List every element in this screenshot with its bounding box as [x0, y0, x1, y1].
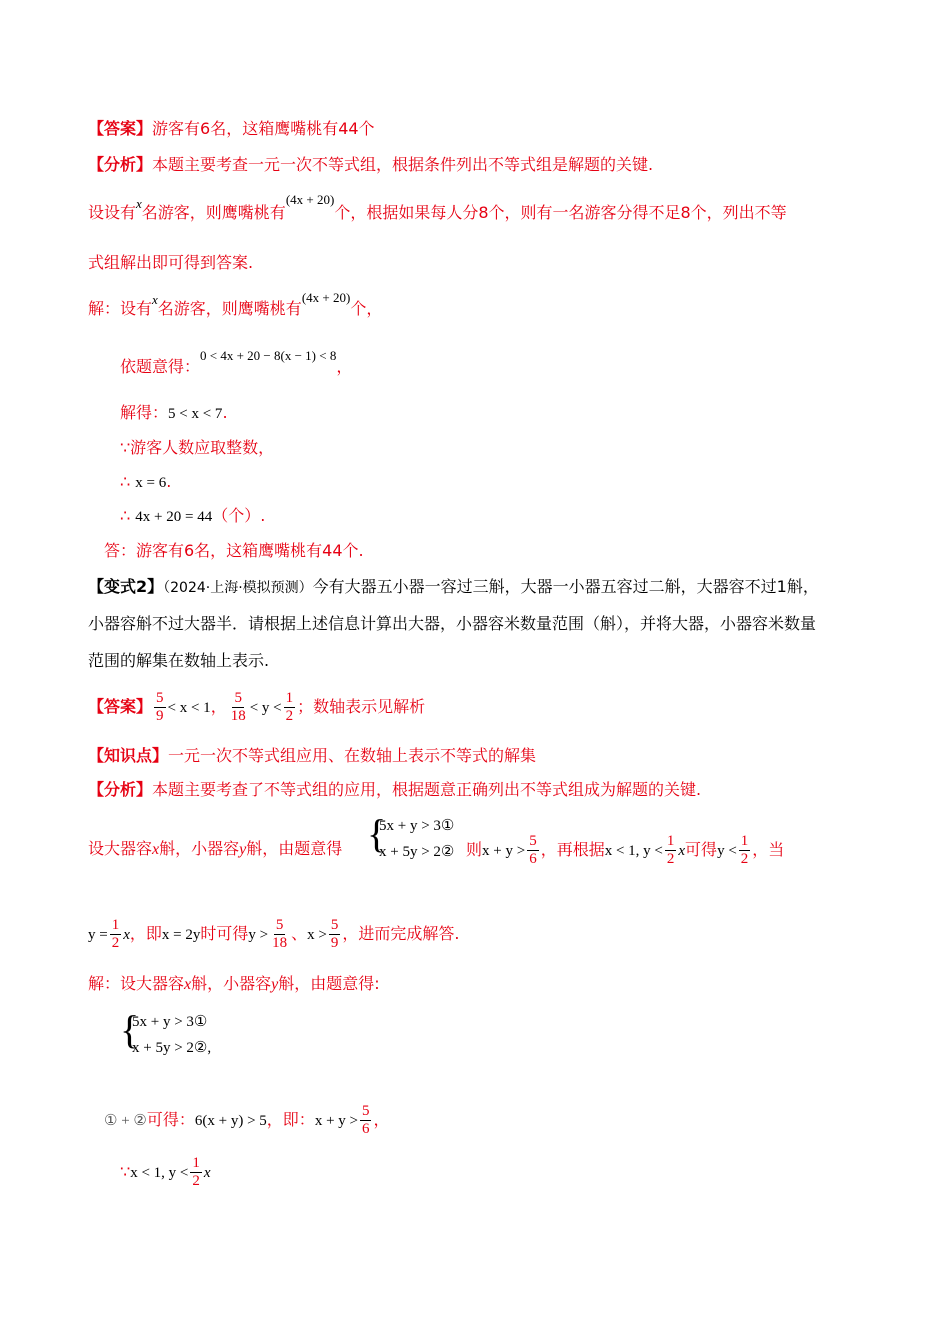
- frac-num: 5: [275, 917, 284, 933]
- knowledge-line: [88, 746, 536, 766]
- sol-text-a: 解：设有: [88, 299, 153, 318]
- let-expr: (4x + 20): [285, 192, 335, 207]
- frac-den: 6: [361, 1121, 370, 1137]
- frac-num: 1: [285, 690, 294, 706]
- s6: 可得: [685, 840, 718, 859]
- condition-text-line: [88, 914, 459, 954]
- frac-den: 2: [666, 851, 675, 867]
- frac-num: 5: [529, 833, 537, 849]
- last-x: x: [203, 1165, 211, 1181]
- because-line: [120, 438, 274, 458]
- let-line-2: [88, 253, 253, 273]
- knowledge-tag: 【知识点】: [88, 746, 169, 765]
- frac-num: 5: [330, 917, 339, 933]
- system-row-1: 5x + y > 3①: [132, 1014, 208, 1030]
- sol2: 斛，小器容: [191, 974, 272, 993]
- final-answer: 答：游客有6名，这箱鹰嘴桃有44个.: [104, 541, 364, 560]
- s5: ，再根据: [540, 840, 605, 859]
- answer-text: 游客有6名，这箱鹰嘴桃有44个: [152, 119, 375, 138]
- add-end: ，: [373, 1110, 390, 1129]
- t3: 时可得: [200, 924, 249, 943]
- variant-line-3: [88, 651, 269, 671]
- question-line-1: 今有大器五小器一容过三斛，大器一小器五容过二斛，大器容不过1斛，: [312, 577, 819, 596]
- therefore-symbol-1: ∴: [120, 472, 131, 491]
- variant-source: （2024·上海·模拟预测）: [163, 580, 313, 596]
- var-y: y: [271, 976, 279, 993]
- analysis-text: 本题主要考查一元一次不等式组，根据条件列出不等式组是解题的关键.: [152, 155, 654, 174]
- answer-tag: 【答案】: [88, 119, 153, 138]
- let-text-c: 个，根据如果每人分8个，则有一名游客分得不足8个，列出不等: [334, 203, 787, 222]
- frac-den: 9: [330, 935, 339, 951]
- frac-den: 2: [285, 708, 294, 724]
- last-line: [120, 1152, 211, 1192]
- var-x: x: [152, 841, 160, 858]
- t4-expr: x >: [307, 927, 327, 943]
- ans-mid-1: < x < 1: [167, 700, 211, 716]
- ans-mid-2: < y <: [249, 700, 282, 716]
- setup-text-2: [466, 830, 784, 870]
- sol-text-c: 个，: [350, 299, 383, 318]
- s5-expr: x < 1, y <: [604, 843, 663, 859]
- frac-den: 6: [529, 851, 537, 867]
- frac-num: 5: [234, 690, 242, 706]
- solve-line: [120, 403, 228, 424]
- add-res: 6(x + y) > 5: [194, 1113, 267, 1129]
- s6-expr: y <: [717, 843, 737, 859]
- frac-5-6: [527, 833, 539, 868]
- frac-5-18: [270, 917, 289, 952]
- frac-den: 2: [740, 851, 749, 867]
- ans-sep: ，: [210, 697, 227, 716]
- s1: 设大器容: [88, 839, 153, 858]
- let-var-x: x: [136, 196, 142, 211]
- frac-1-2: [739, 833, 751, 868]
- add-expr2: x + y >: [314, 1113, 358, 1129]
- sum-line: [104, 1100, 390, 1140]
- ans-tail: ；数轴表示见解析: [297, 697, 426, 716]
- s4: 则: [466, 840, 483, 859]
- solve-label: 解得：: [120, 403, 169, 422]
- question-line-2: 小器容斛不过大器半．请根据上述信息计算出大器，小器容米数量范围（斛），并将大器，小器容米数量: [88, 614, 817, 633]
- s7: ，当: [752, 840, 785, 859]
- cond-label: 依题意得：: [120, 357, 201, 376]
- frac-num: 1: [192, 1155, 200, 1171]
- let-text-b: 名游客，则鹰嘴桃有: [141, 203, 286, 222]
- frac-den: 9: [156, 708, 164, 724]
- knowledge-text: 一元一次不等式组应用、在数轴上表示不等式的解集: [168, 746, 537, 765]
- t2-expr: x = 2y: [161, 927, 201, 943]
- inequality-system-1: [367, 811, 467, 866]
- add-label: 可得：: [146, 1110, 195, 1129]
- t2: ，即: [129, 924, 162, 943]
- frac-1-2: [284, 690, 296, 725]
- frac-1-2: [110, 917, 122, 952]
- last-expr: x < 1, y <: [130, 1165, 189, 1181]
- system-row-1: 5x + y > 3①: [379, 818, 455, 834]
- t4: 、: [291, 924, 308, 943]
- s4-expr: x + y >: [482, 843, 526, 859]
- variant-tag: 【变式2】: [88, 577, 164, 596]
- variant-line-2: [88, 614, 816, 634]
- frac-num: 1: [111, 917, 120, 933]
- cond-expr: 0 < 4x + 20 − 8(x − 1) < 8: [200, 348, 337, 363]
- sol-var-x: x: [152, 292, 158, 307]
- add-mid: ，即：: [266, 1110, 315, 1129]
- s2: 斛，小器容: [159, 839, 240, 858]
- system-row-2: x + 5y > 2②: [379, 844, 455, 860]
- var-y: y: [239, 841, 247, 858]
- let-text-a: 设设有: [88, 203, 137, 222]
- frac-den: 18: [230, 708, 246, 724]
- setup-text-1: [88, 839, 342, 860]
- system-row-2: x + 5y > 2②,: [132, 1040, 212, 1056]
- therefore-end-2: （个）.: [212, 506, 266, 525]
- question-line-3: 范围的解集在数轴上表示.: [88, 651, 270, 670]
- t5: ，进而完成解答.: [342, 924, 460, 943]
- t1-expr: y =: [88, 927, 108, 943]
- frac-5-6: [360, 1103, 372, 1138]
- cond-end: ，: [336, 357, 353, 376]
- frac-den: 2: [111, 935, 120, 951]
- s3: 斛，由题意得: [246, 839, 343, 858]
- analysis-tag: 【分析】: [88, 155, 153, 174]
- variant-solution-line: [88, 974, 380, 995]
- sol1: 解：设大器容: [88, 974, 185, 993]
- because-symbol: ∵: [120, 1162, 131, 1181]
- add-expr: ① + ②: [104, 1113, 147, 1129]
- frac-num: 1: [740, 833, 749, 849]
- therefore-line-2: [120, 506, 265, 527]
- frac-1-2: [190, 1155, 202, 1190]
- variant-answer-tag: 【答案】: [88, 697, 153, 716]
- frac-1-2: [665, 833, 677, 868]
- solve-end: .: [222, 403, 228, 422]
- sol-text-b: 名游客，则鹰嘴桃有: [157, 299, 302, 318]
- condition-line: [120, 348, 353, 378]
- analysis-line: [88, 155, 653, 175]
- variant-line-1: [88, 577, 819, 598]
- final-answer-line: [104, 541, 364, 561]
- variant-analysis-tag: 【分析】: [88, 780, 153, 799]
- therefore-end-1: .: [166, 472, 172, 491]
- frac-5-9: [329, 917, 341, 952]
- frac-5-9: [154, 690, 166, 725]
- because-text: ∵游客人数应取整数，: [120, 438, 275, 457]
- let-line: [88, 192, 787, 224]
- frac-num: 1: [666, 833, 675, 849]
- sol-expr: (4x + 20): [301, 290, 351, 305]
- let-text-d: 式组解出即可得到答案.: [88, 253, 254, 272]
- t1-x: x: [123, 927, 130, 943]
- sol3: 斛，由题意得:: [278, 974, 380, 993]
- frac-den: 2: [192, 1173, 200, 1189]
- variant-analysis-line: [88, 780, 701, 800]
- therefore-line-1: [120, 472, 171, 493]
- therefore-expr-1: x = 6: [135, 475, 167, 491]
- solve-expr: 5 < x < 7: [168, 406, 223, 422]
- variant-analysis-text: 本题主要考查了不等式组的应用，根据题意正确列出不等式组成为解题的关键.: [152, 780, 702, 799]
- t3-expr: y >: [248, 927, 269, 943]
- brace: {: [367, 811, 387, 856]
- frac-den: 18: [272, 935, 288, 951]
- s5-x: x: [678, 843, 686, 859]
- var-x: x: [184, 976, 192, 993]
- brace: {: [120, 1007, 140, 1052]
- therefore-symbol-2: ∴: [120, 506, 131, 525]
- frac-num: 5: [156, 690, 164, 706]
- solution-setup-line: [88, 290, 383, 320]
- inequality-system-2: [120, 1007, 240, 1062]
- variant-answer-line: [88, 687, 425, 727]
- answer-line: [88, 119, 375, 139]
- therefore-expr-2: 4x + 20 = 44: [135, 509, 213, 525]
- frac-num: 5: [361, 1103, 370, 1119]
- frac-5-18: [229, 690, 248, 725]
